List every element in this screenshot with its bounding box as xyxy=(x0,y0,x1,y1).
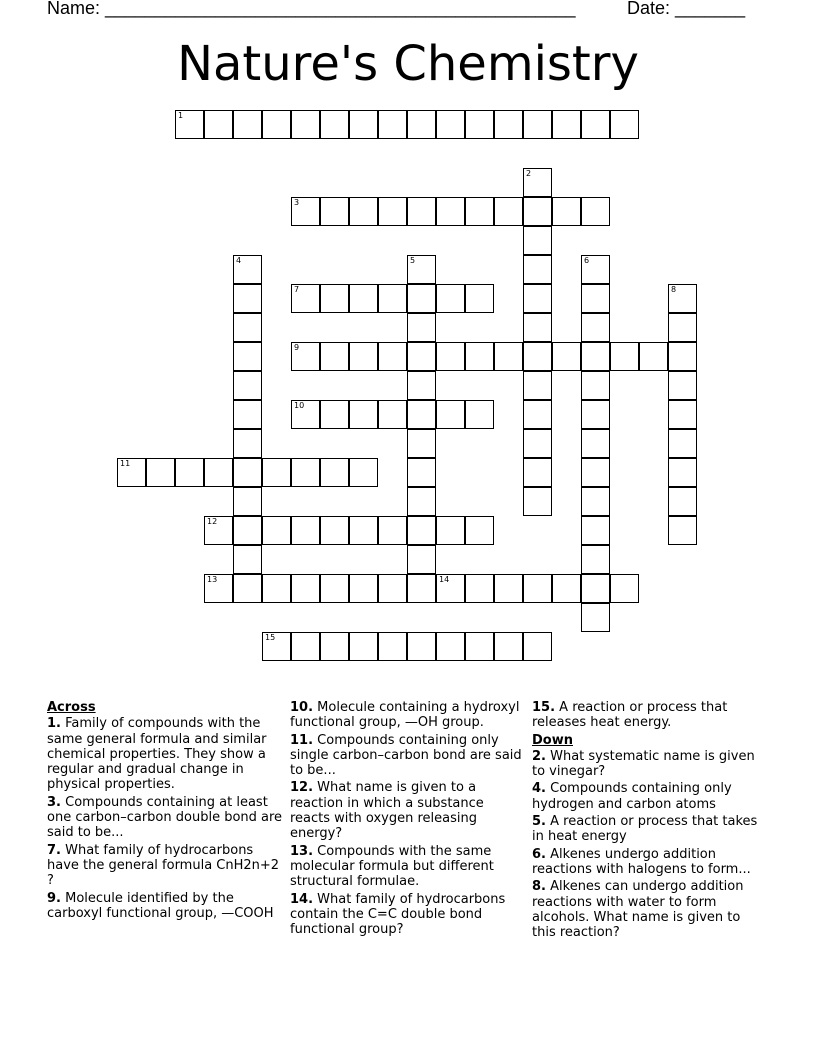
crossword-cell[interactable] xyxy=(668,313,697,342)
crossword-cell[interactable] xyxy=(523,632,552,661)
crossword-cell[interactable] xyxy=(407,400,436,429)
crossword-cell[interactable] xyxy=(349,400,378,429)
down-clue-5 xyxy=(532,814,768,845)
crossword-cell[interactable] xyxy=(581,371,610,400)
crossword-cell[interactable] xyxy=(175,458,204,487)
crossword-cell[interactable] xyxy=(378,110,407,139)
crossword-cell[interactable] xyxy=(349,342,378,371)
crossword-cell[interactable] xyxy=(349,458,378,487)
across-clue-10 xyxy=(290,700,526,731)
crossword-cell[interactable] xyxy=(668,400,697,429)
crossword-cell[interactable] xyxy=(291,632,320,661)
crossword-cell[interactable] xyxy=(552,197,581,226)
crossword-cell[interactable] xyxy=(668,458,697,487)
crossword-cell[interactable] xyxy=(407,313,436,342)
cell-number: 13 xyxy=(207,575,218,584)
crossword-cell[interactable] xyxy=(349,632,378,661)
crossword-cell[interactable] xyxy=(523,226,552,255)
cell-number: 2 xyxy=(526,169,532,178)
across-clue-15 xyxy=(532,700,768,731)
clue-text: What name is given to a reaction in which a substance reacts with oxygen releasing energy? xyxy=(290,780,484,842)
crossword-cell[interactable] xyxy=(349,197,378,226)
down-clue-2 xyxy=(532,749,768,780)
crossword-cell[interactable] xyxy=(378,574,407,603)
crossword-cell[interactable] xyxy=(610,110,639,139)
crossword-cell[interactable] xyxy=(523,574,552,603)
crossword-cell[interactable] xyxy=(436,342,465,371)
clue-number: 10. xyxy=(290,700,314,715)
clues-column-1 xyxy=(47,700,283,923)
crossword-cell[interactable] xyxy=(523,342,552,371)
crossword-cell[interactable] xyxy=(668,516,697,545)
crossword-cell[interactable] xyxy=(320,197,349,226)
crossword-cell[interactable] xyxy=(639,342,668,371)
clue-text: Alkenes can undergo addition reactions with water to form alcohols. What name is given to this reaction? xyxy=(532,879,744,941)
crossword-cell[interactable] xyxy=(407,545,436,574)
crossword-cell[interactable] xyxy=(436,400,465,429)
crossword-cell[interactable] xyxy=(465,110,494,139)
cell-number: 9 xyxy=(294,343,300,352)
crossword-cell[interactable] xyxy=(436,197,465,226)
crossword-cell[interactable] xyxy=(465,632,494,661)
clue-text: Alkenes undergo addition reactions with halogens to form... xyxy=(532,846,751,877)
crossword-cell[interactable] xyxy=(262,110,291,139)
crossword-cell[interactable] xyxy=(291,197,320,226)
cell-number: 15 xyxy=(265,633,276,642)
cell-number: 4 xyxy=(236,256,242,265)
crossword-cell[interactable] xyxy=(407,632,436,661)
crossword-cell[interactable] xyxy=(378,516,407,545)
clue-text: A reaction or process that takes in heat energy xyxy=(532,814,758,845)
crossword-cell[interactable] xyxy=(523,429,552,458)
crossword-cell[interactable] xyxy=(552,574,581,603)
crossword-cell[interactable] xyxy=(552,110,581,139)
crossword-cell[interactable] xyxy=(233,429,262,458)
crossword-cell[interactable] xyxy=(581,342,610,371)
across-heading: Across xyxy=(47,700,96,715)
crossword-cell[interactable] xyxy=(407,458,436,487)
crossword-cell[interactable] xyxy=(581,574,610,603)
crossword-cell[interactable] xyxy=(407,284,436,313)
across-clue-1 xyxy=(47,716,283,792)
crossword-cell[interactable] xyxy=(349,110,378,139)
crossword-cell[interactable] xyxy=(668,342,697,371)
crossword-cell[interactable] xyxy=(407,516,436,545)
crossword-cell[interactable] xyxy=(262,574,291,603)
crossword-cell[interactable] xyxy=(146,458,175,487)
crossword-cell[interactable] xyxy=(581,487,610,516)
crossword-cell[interactable] xyxy=(581,516,610,545)
crossword-cell[interactable] xyxy=(523,168,552,197)
crossword-cell[interactable] xyxy=(204,458,233,487)
crossword-cell[interactable] xyxy=(349,516,378,545)
crossword-cell[interactable] xyxy=(668,371,697,400)
clue-text: Molecule identified by the carboxyl functional group, —COOH xyxy=(47,890,274,921)
crossword-cell[interactable] xyxy=(320,110,349,139)
crossword-cell[interactable] xyxy=(349,284,378,313)
crossword-cell[interactable] xyxy=(465,284,494,313)
cell-number: 11 xyxy=(120,459,131,468)
across-clue-3 xyxy=(47,795,283,841)
cell-number: 1 xyxy=(178,111,184,120)
across-clue-13 xyxy=(290,844,526,890)
crossword-cell[interactable] xyxy=(233,545,262,574)
crossword-cell[interactable] xyxy=(175,110,204,139)
cell-number: 14 xyxy=(439,575,450,584)
crossword-cell[interactable] xyxy=(233,400,262,429)
clue-number: 1. xyxy=(47,716,61,732)
across-clue-9 xyxy=(47,891,283,922)
crossword-cell[interactable] xyxy=(204,110,233,139)
crossword-cell[interactable] xyxy=(494,632,523,661)
crossword-cell[interactable] xyxy=(378,632,407,661)
crossword-cell[interactable] xyxy=(581,255,610,284)
clue-number: 2. xyxy=(532,748,546,764)
clue-number: 3. xyxy=(47,794,61,810)
crossword-cell[interactable] xyxy=(233,284,262,313)
crossword-cell[interactable] xyxy=(436,110,465,139)
across-clue-7 xyxy=(47,843,283,889)
down-clue-4 xyxy=(532,781,768,812)
crossword-cell[interactable] xyxy=(581,110,610,139)
clue-number: 5. xyxy=(532,814,546,830)
crossword-cell[interactable] xyxy=(291,110,320,139)
clue-number: 11. xyxy=(290,732,314,748)
crossword-cell[interactable] xyxy=(262,458,291,487)
crossword-cell[interactable] xyxy=(320,400,349,429)
crossword-cell[interactable] xyxy=(436,284,465,313)
across-clue-14 xyxy=(290,892,526,938)
crossword-cell[interactable] xyxy=(581,458,610,487)
crossword-cell[interactable] xyxy=(233,342,262,371)
cell-number: 12 xyxy=(207,517,218,526)
clue-number: 4. xyxy=(532,781,546,797)
clue-text: Compounds with the same molecular formula but different structural formulae. xyxy=(290,843,494,890)
crossword-cell[interactable] xyxy=(610,574,639,603)
cell-number: 6 xyxy=(584,256,590,265)
crossword-cell[interactable] xyxy=(320,284,349,313)
crossword-cell[interactable] xyxy=(291,516,320,545)
crossword-cell[interactable] xyxy=(407,429,436,458)
crossword-cell[interactable] xyxy=(494,342,523,371)
cell-number: 10 xyxy=(294,401,305,410)
crossword-cell[interactable] xyxy=(291,458,320,487)
crossword-cell[interactable] xyxy=(523,255,552,284)
crossword-cell[interactable] xyxy=(581,284,610,313)
crossword-cell[interactable] xyxy=(465,574,494,603)
crossword-cell[interactable] xyxy=(320,574,349,603)
crossword-cell[interactable] xyxy=(407,342,436,371)
clue-number: 13. xyxy=(290,843,314,859)
cell-number: 7 xyxy=(294,285,300,294)
page-title: Nature's Chemistry xyxy=(177,36,639,92)
crossword-cell[interactable] xyxy=(407,255,436,284)
clue-text: Compounds containing only single carbon–carbon bond are said to be... xyxy=(290,732,522,779)
down-heading: Down xyxy=(532,732,573,748)
date-label: Date: _______ xyxy=(627,0,746,18)
crossword-cell[interactable] xyxy=(233,255,262,284)
cell-number: 5 xyxy=(410,256,416,265)
crossword-cell[interactable] xyxy=(523,197,552,226)
crossword-cell[interactable] xyxy=(407,574,436,603)
clue-number: 15. xyxy=(532,700,556,715)
crossword-cell[interactable] xyxy=(581,313,610,342)
crossword-cell[interactable] xyxy=(668,487,697,516)
crossword-cell[interactable] xyxy=(494,197,523,226)
crossword-cell[interactable] xyxy=(465,197,494,226)
crossword-cell[interactable] xyxy=(668,429,697,458)
crossword-cell[interactable] xyxy=(378,197,407,226)
crossword-cell[interactable] xyxy=(320,632,349,661)
cell-number: 8 xyxy=(671,285,677,294)
crossword-cell[interactable] xyxy=(436,516,465,545)
crossword-cell[interactable] xyxy=(465,516,494,545)
crossword-cell[interactable] xyxy=(320,516,349,545)
crossword-cell[interactable] xyxy=(407,371,436,400)
crossword-cell[interactable] xyxy=(581,545,610,574)
clue-number: 8. xyxy=(532,879,546,895)
crossword-cell[interactable] xyxy=(204,516,233,545)
clue-number: 12. xyxy=(290,780,314,796)
crossword-cell[interactable] xyxy=(320,458,349,487)
crossword-cell[interactable] xyxy=(262,516,291,545)
crossword-cell[interactable] xyxy=(407,487,436,516)
down-clue-8 xyxy=(532,879,768,940)
crossword-cell[interactable] xyxy=(233,313,262,342)
crossword-cell[interactable] xyxy=(610,342,639,371)
crossword-cell[interactable] xyxy=(581,429,610,458)
clue-text: Molecule containing a hydroxyl functional group, —OH group. xyxy=(290,700,520,731)
crossword-cell[interactable] xyxy=(523,313,552,342)
crossword-cell[interactable] xyxy=(407,110,436,139)
crossword-cell[interactable] xyxy=(291,284,320,313)
crossword-cell[interactable] xyxy=(494,110,523,139)
clue-text: What systematic name is given to vinegar? xyxy=(532,748,755,780)
clue-text: A reaction or process that releases heat energy. xyxy=(532,700,728,731)
clues-column-3 xyxy=(532,700,768,942)
crossword-cell[interactable] xyxy=(436,632,465,661)
crossword-cell[interactable] xyxy=(523,487,552,516)
crossword-cell[interactable] xyxy=(262,632,291,661)
crossword-cell[interactable] xyxy=(291,400,320,429)
clue-text: Compounds containing only hydrogen and carbon atoms xyxy=(532,781,732,812)
crossword-cell[interactable] xyxy=(204,574,233,603)
crossword-cell[interactable] xyxy=(523,110,552,139)
crossword-cell[interactable] xyxy=(378,400,407,429)
crossword-cell[interactable] xyxy=(668,284,697,313)
clue-text: Family of compounds with the same general formula and similar chemical properties. They show a regular and gradual change in physical properties. xyxy=(47,716,267,793)
crossword-cell[interactable] xyxy=(291,574,320,603)
crossword-cell[interactable] xyxy=(117,458,146,487)
name-label: Name: _______________________________________________ xyxy=(47,0,576,18)
clues-column-2 xyxy=(290,700,526,939)
clue-text: What family of hydrocarbons contain the C=C double bond functional group? xyxy=(290,891,506,938)
crossword-cell[interactable] xyxy=(378,342,407,371)
crossword-cell[interactable] xyxy=(465,400,494,429)
across-clue-11 xyxy=(290,733,526,779)
crossword-cell[interactable] xyxy=(494,574,523,603)
crossword-cell[interactable] xyxy=(581,197,610,226)
crossword-cell[interactable] xyxy=(523,400,552,429)
crossword-cell[interactable] xyxy=(233,574,262,603)
clue-number: 7. xyxy=(47,842,61,858)
clue-number: 14. xyxy=(290,891,314,907)
clue-number: 6. xyxy=(532,846,546,862)
crossword-cell[interactable] xyxy=(581,400,610,429)
crossword-cell[interactable] xyxy=(291,342,320,371)
down-clue-6 xyxy=(532,847,768,878)
crossword-cell[interactable] xyxy=(552,342,581,371)
crossword-cell[interactable] xyxy=(233,516,262,545)
crossword-cell[interactable] xyxy=(523,458,552,487)
crossword-cell[interactable] xyxy=(581,603,610,632)
crossword-cell[interactable] xyxy=(349,574,378,603)
clue-text: What family of hydrocarbons have the general formula CnH2n+2 ? xyxy=(47,842,280,889)
crossword-cell[interactable] xyxy=(407,197,436,226)
crossword-cell[interactable] xyxy=(523,284,552,313)
crossword-cell[interactable] xyxy=(523,371,552,400)
crossword-cell[interactable] xyxy=(233,458,262,487)
crossword-cell[interactable] xyxy=(233,487,262,516)
crossword-cell[interactable] xyxy=(465,342,494,371)
across-clue-12 xyxy=(290,780,526,841)
cell-number: 3 xyxy=(294,198,300,207)
clue-number: 9. xyxy=(47,890,61,906)
crossword-cell[interactable] xyxy=(233,110,262,139)
crossword-cell[interactable] xyxy=(233,371,262,400)
clue-text: Compounds containing at least one carbon–carbon double bond are said to be... xyxy=(47,794,283,841)
crossword-cell[interactable] xyxy=(378,284,407,313)
crossword-cell[interactable] xyxy=(436,574,465,603)
crossword-cell[interactable] xyxy=(320,342,349,371)
